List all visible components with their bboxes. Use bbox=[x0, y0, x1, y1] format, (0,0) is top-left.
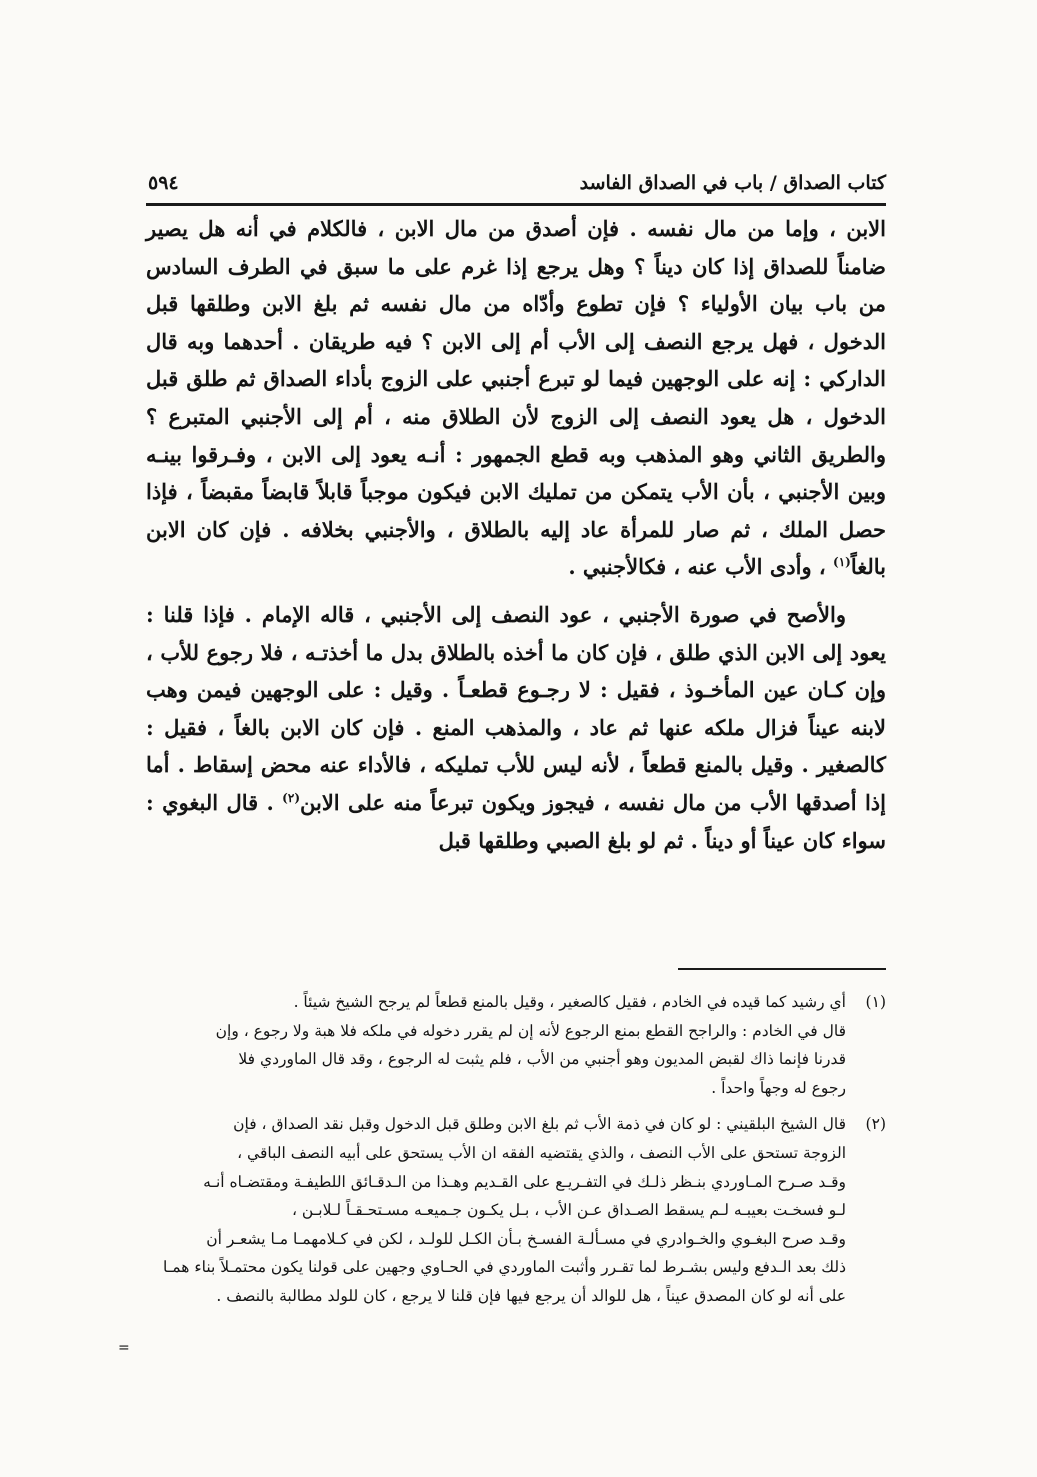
footnote-line: وقـد صرح البغـوي والخـوادري في مسـألـة الفسـخ بـأن الكـل للولـد ، لكن في كـلامهمـا مـا يشعـر أن bbox=[206, 1229, 846, 1248]
footnote-line: وقـد صـرح المـاوردي بنـظر ذلـك في التفـريـع على القـديم وهـذا من الـدقـائق اللطيفـة ومقتضـاه أنـه bbox=[203, 1172, 846, 1191]
chapter-title: كتاب الصداق / باب في الصداق الفاسد bbox=[579, 172, 886, 194]
footnote-rule bbox=[678, 968, 886, 970]
text-line: ضامناً للصداق إذا كان ديناً ؟ وهل يرجع إذا غرم على ما سبق في الطرف السادس من bbox=[146, 253, 887, 317]
footnote-line: لـو فسخـت بعيبـه لـم يسقط الصـداق عـن الأب ، بـل يكـون جـميعـه مسـتحـقـاً لـلابـن ، bbox=[292, 1201, 846, 1220]
text-line: الأجنبي ، بأن الأب يتمكن من تمليك الابن فيكون موجباً قابلاً قابضاً مقبضاً ، فإذا bbox=[146, 479, 840, 505]
footnote-line: الزوجة تستحق على الأب النصف ، والذي يقتضيه الفقه ان الأب يستحق على أبيه النصف الباقي ، bbox=[237, 1143, 846, 1162]
footnote-line: أي رشيد كما قيده في الخادم ، فقيل كالصغير ، وقيل بالمنع قطعاً لم يرجح الشيخ شيئاً . bbox=[293, 993, 846, 1011]
text-line: والأصح في صورة الأجنبي ، عود النصف إلى الأجنبي ، قاله الإمام . فإذا bbox=[203, 601, 847, 627]
footnote-number: (٢) bbox=[865, 1115, 886, 1134]
footnote-line: على أنه لو كان المصدق عيناً ، هل للوالد أن يرجع فيها فإن قلنا لا يرجع ، كان للولد مطالبة بالنصف . bbox=[216, 1286, 846, 1305]
text-line: باب بيان الأولياء ؟ فإن تطوع وأدّاه من مال نفسه ثم بلغ الابن وطلقها قبل الدخول ، bbox=[146, 291, 886, 354]
main-text bbox=[146, 210, 886, 859]
page-number: ٥٩٤ bbox=[148, 172, 179, 194]
text-line: رجوع للأب ، وإن كـان عين المأخـوذ ، فقيل : لا رجـوع قطعـاً . وقيل : على bbox=[146, 639, 886, 703]
footnote-2 bbox=[146, 1110, 886, 1310]
text-line: فهل يرجع النصف إلى الأب أم إلى الابن ؟ فيه طريقان . أحدهما وبه قال الداركي : bbox=[146, 328, 886, 392]
footnote-number: (١) bbox=[865, 993, 886, 1011]
footnotes bbox=[146, 988, 886, 1319]
text-line: حصل الملك ، ثم صار للمرأة عاد إليه بالطلاق ، والأجنبي بخلافه . فإن كان الابن bbox=[146, 516, 886, 542]
running-header bbox=[148, 158, 886, 194]
footnote-ref-1[interactable]: (١) bbox=[833, 555, 851, 570]
footnote-body bbox=[146, 1110, 846, 1310]
text-line: بالغاً bbox=[850, 554, 886, 580]
text-line: إنه على الوجهين فيما لو تبرع أجنبي على الزوج بأداء الصداق ثم طلق قبل الدخول ، bbox=[146, 366, 886, 429]
text-line: الابن ، وإما من مال نفسه . فإن أصدق من مال الابن ، فالكلام في أنه هل يصير bbox=[146, 216, 886, 241]
text-line: عنه محض إسقاط . أما إذا أصدقها الأب من مال نفسه ، فيجوز ويكون تبرعاً منه bbox=[146, 752, 886, 815]
text-line: قلنا : يعود إلى الابن الذي طلق ، فإن كان ما أخذه بالطلاق بدل ما أخذتـه ، فلا bbox=[146, 601, 886, 665]
footnote-line: ذلك بعد الـدفع وليس بشـرط لما تقـرر وأثبت الماوردي في الحـاوي وجهين على قولنا يكون محتمـلاً بناء همـا bbox=[163, 1258, 846, 1277]
text-line: الوجهين فيمن وهب لابنه عيناً فزال ملكه عنها ثم عاد ، والمذهب المنع . فإن كان bbox=[146, 677, 886, 740]
footnote-line: قدرنا فإنما ذاك لقبض المديون وهو أجنبي من الأب ، فلم يثبت له الرجوع ، وقد قال الماوردي فلا bbox=[238, 1050, 846, 1069]
text-line: . قال البغوي : سواء كان عيناً أو ديناً . ثم لو بلغ الصبي وطلقها قبل bbox=[146, 789, 886, 853]
paragraph-2 bbox=[146, 596, 886, 859]
footnote-body bbox=[146, 988, 846, 1102]
header-rule bbox=[146, 203, 886, 206]
text-line: الابن بالغاً ، فقيل : كالصغير . وقيل بالمنع قطعاً ، لأنه ليس للأب تمليكه ، فالأداء bbox=[146, 714, 886, 778]
paragraph-1 bbox=[146, 210, 886, 586]
footnote-line: قال في الخادم : والراجح القطع بمنع الرجوع لأنه إن لم يقرر دخوله في ملكه فلا هبة ولا رجوع ، وإن bbox=[215, 1021, 846, 1040]
text-line: هل يعود النصف إلى الزوج لأن الطلاق منه ، أم إلى الأجنبي المتبرع ؟ والطريق bbox=[146, 403, 887, 467]
text-line: ، وأدى الأب عنه ، فكالأجنبي . bbox=[568, 554, 833, 580]
continuation-mark: = bbox=[118, 1340, 130, 1356]
footnote-line: رجوع له وجهاً واحداً . bbox=[711, 1078, 846, 1097]
text-line: على الابن bbox=[300, 789, 385, 815]
footnote-1 bbox=[146, 988, 886, 1102]
footnote-line: قال الشيخ البلقيني : لو كان في ذمة الأب ثم بلغ الابن وطلق قبل الدخول وقبل نقد الصداق ، فإن bbox=[233, 1115, 846, 1134]
footnote-ref-2[interactable]: (٢) bbox=[282, 790, 300, 805]
text-line: الثاني وهو المذهب وبه قطع الجمهور : أنـه يعود إلى الابن ، وفـرقوا بينـه وبين bbox=[146, 441, 886, 505]
